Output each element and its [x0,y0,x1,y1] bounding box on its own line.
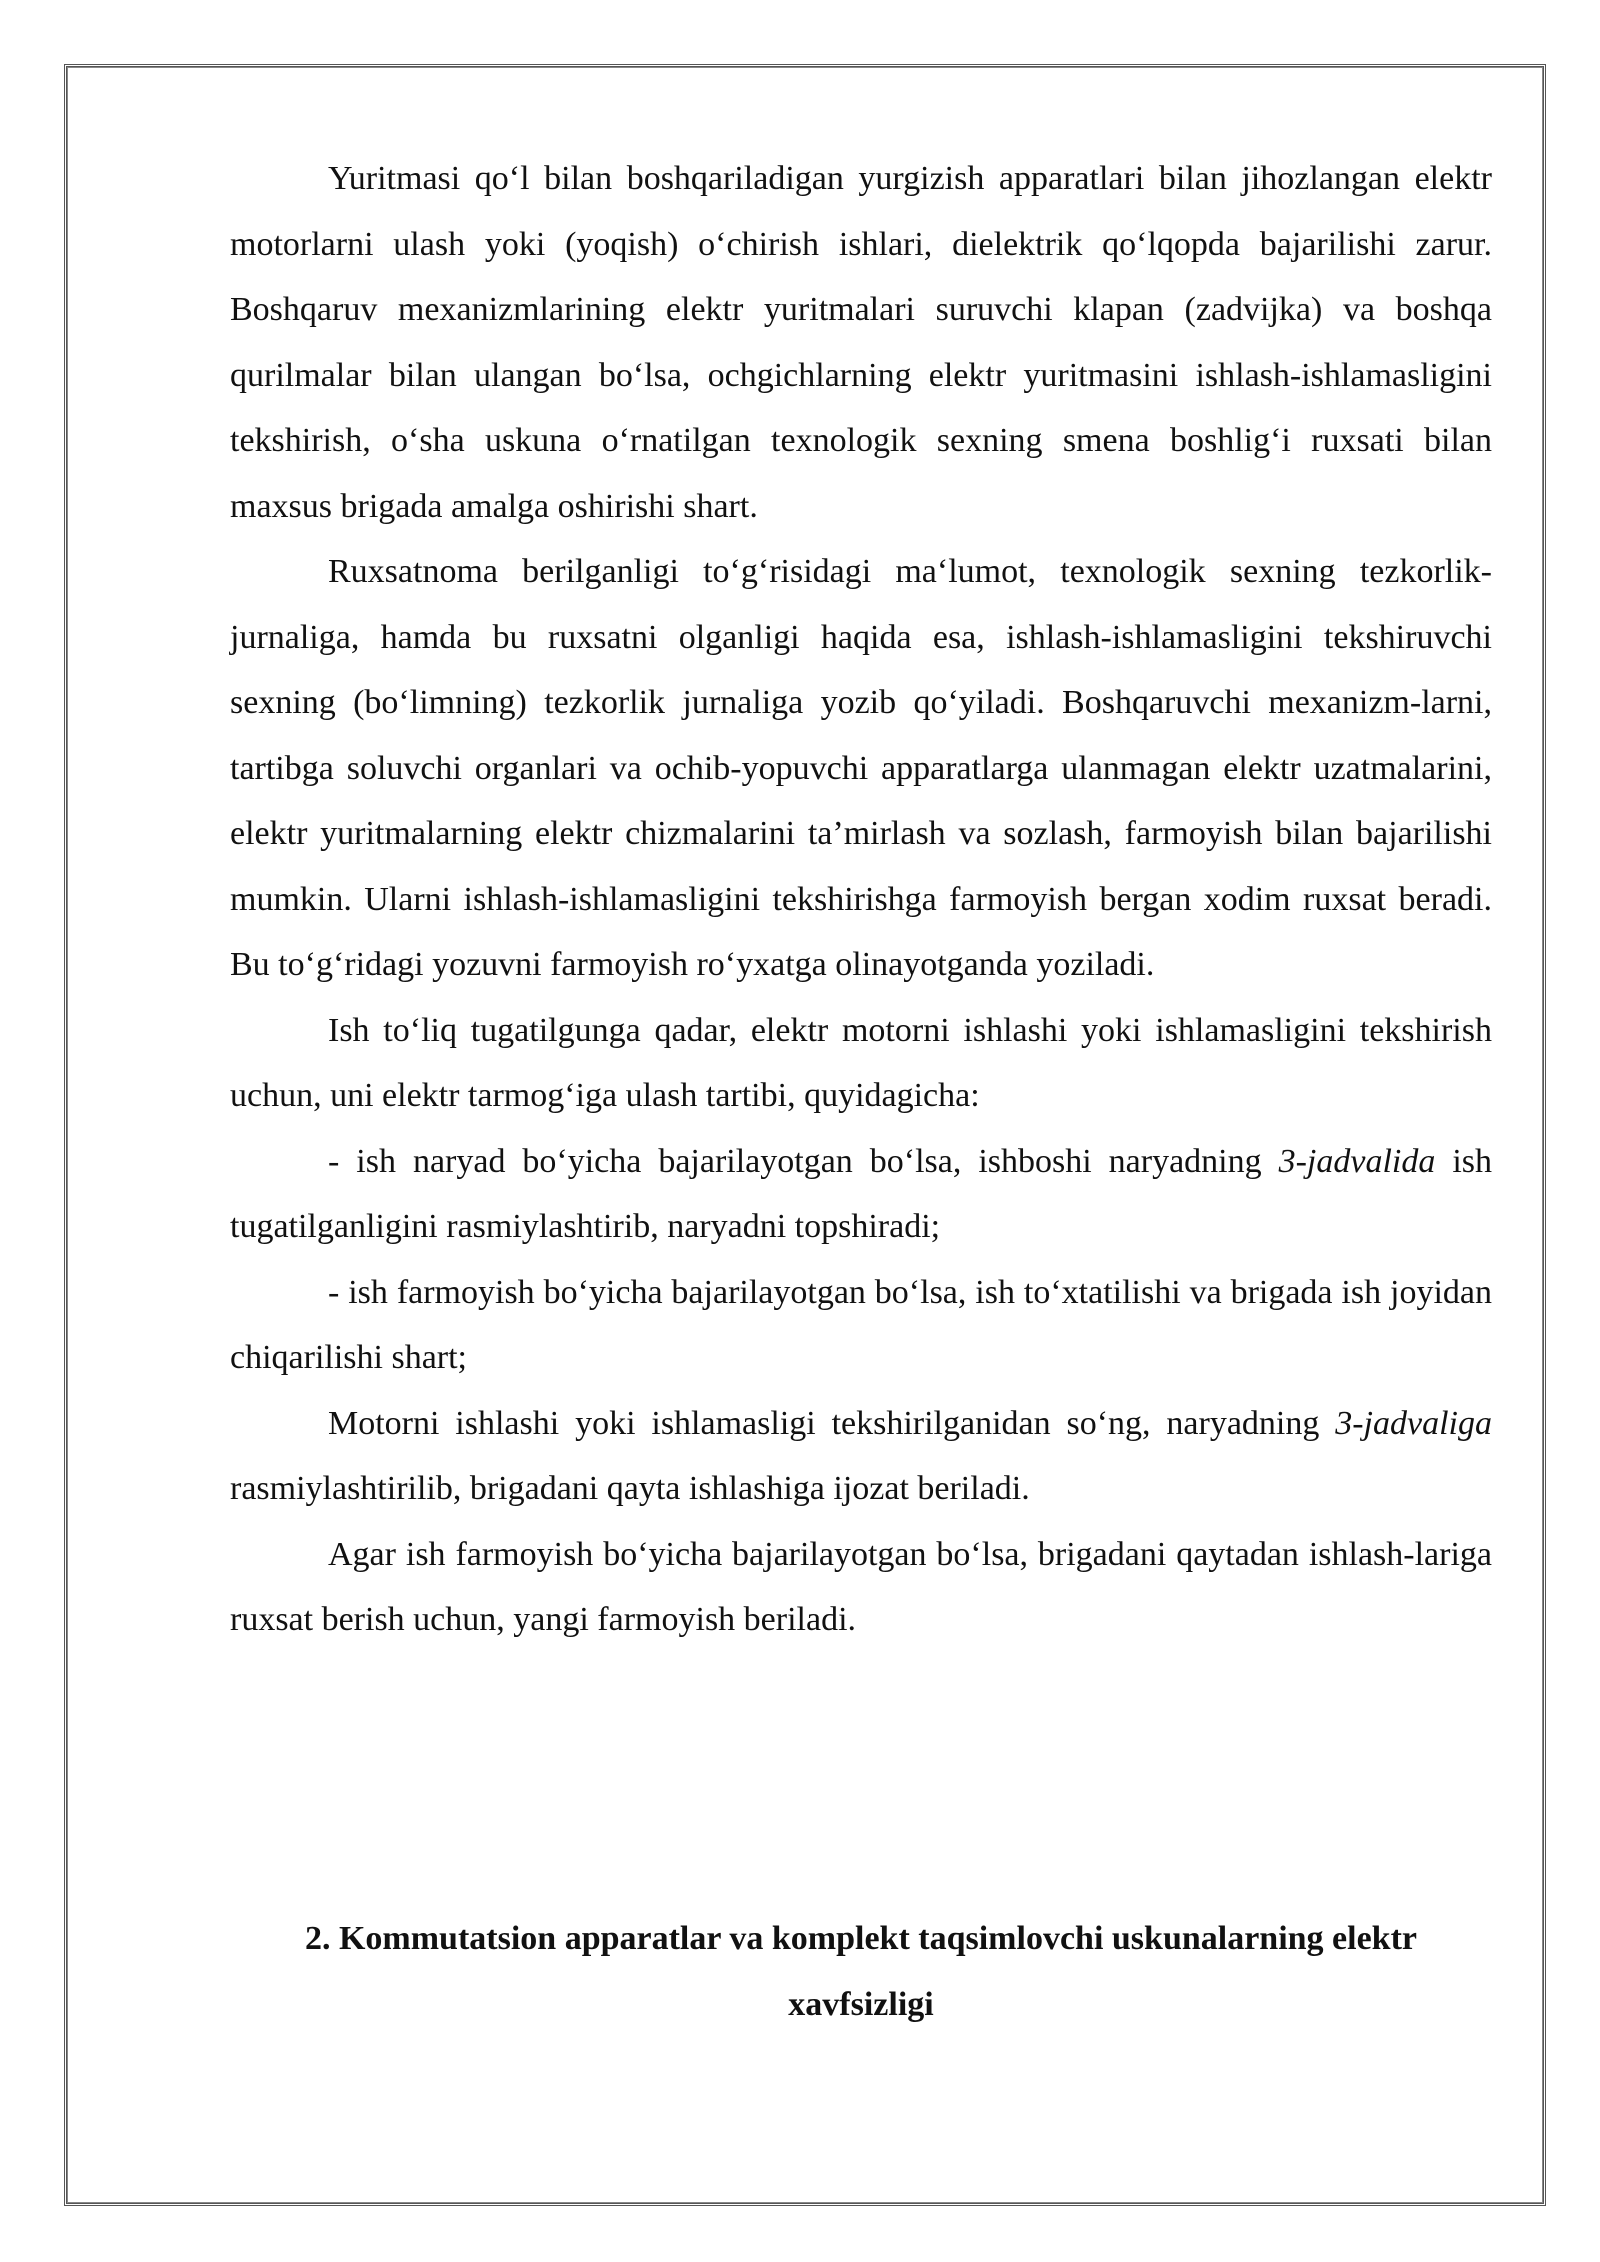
paragraph-5: - ish farmoyish bo‘yicha bajarilayotgan bo‘lsa, ish to‘xtatilishi va brigada ish joyidan chiqarilishi shart; [230,1273,1492,1376]
paragraph-2: Ruxsatnoma berilganligi to‘g‘risidagi ma‘lumot, texnologik sexning tezkorlik-jurnaliga, hamda bu ruxsatni olganligi haqida esa, ishlash-ishlamasligini tekshiruvchi sexning (bo‘limning) tezkorlik jurnaliga yozib qo‘yiladi. Boshqaruvchi mexanizm-larni, tartibga soluvchi organlari va ochib-yopuvchi apparatlarga ulanmagan elektr uzatmalarini, elektr yuritmalarning elektr chizmalarini ta’mirlash va sozlash, farmoyish bilan bajarilishi mumkin. Ularni ishlash-ishlamasligini tekshirishga farmoyish bergan xodim ruxsat beradi. Bu to‘g‘ridagi yozuvni farmoyish ro‘yxatga olinayotganda yoziladi. [230,553,1492,983]
paragraph-6-end: rasmiylashtirilib, brigadani qayta ishlashiga ijozat beriladi. [230,1470,1030,1507]
paragraph-4-italic: 3-jadvalida [1278,1142,1436,1180]
paragraph-6-italic: 3-jadvaliga [1335,1404,1492,1442]
document-body [230,146,1492,1653]
paragraph-3: Ish to‘liq tugatilgunga qadar, elektr motorni ishlashi yoki ishlamasligini tekshirish uchun, uni elektr tarmog‘iga ulash tartibi, quyidagicha: [230,1011,1492,1114]
paragraph-4 [230,1129,1492,1260]
paragraph-4-start: - ish naryad bo‘yicha bajarilayotgan bo‘lsa, ishboshi naryadning [328,1142,1279,1180]
paragraph-7: Agar ish farmoyish bo‘yicha bajarilayotgan bo‘lsa, brigadani qaytadan ishlash-lariga ruxsat berish uchun, yangi farmoyish beriladi. [230,1535,1492,1638]
paragraph-6-start: Motorni ishlashi yoki ishlamasligi tekshirilganidan so‘ng, naryadning [328,1404,1336,1442]
section-heading: 2. Kommutatsion apparatlar va komplekt taqsimlovchi uskunalarning elektr xavfsizligi [304,1920,1418,2023]
paragraph-1: Yuritmasi qo‘l bilan boshqariladigan yurgizish apparatlari bilan jihozlangan elektr motorlarni ulash yoki (yoqish) o‘chirish ishlari, dielektrik qo‘lqopda bajarilishi zarur. Boshqaruv mexanizmlarining elektr yuritmalari suruvchi klapan (zadvijka) va boshqa qurilmalar bilan ulangan bo‘lsa, ochgichlarning elektr yuritmasini ishlash-ishlamasligini tekshirish, o‘sha uskuna o‘rnatilgan texnologik sexning smena boshlig‘i ruxsati bilan maxsus brigada amalga oshirishi shart. [230,160,1492,525]
paragraph-6 [230,1391,1492,1522]
paragraph-4-end: ish tugatilganligini rasmiylashtirib, naryadni topshiradi; [230,1142,1492,1245]
